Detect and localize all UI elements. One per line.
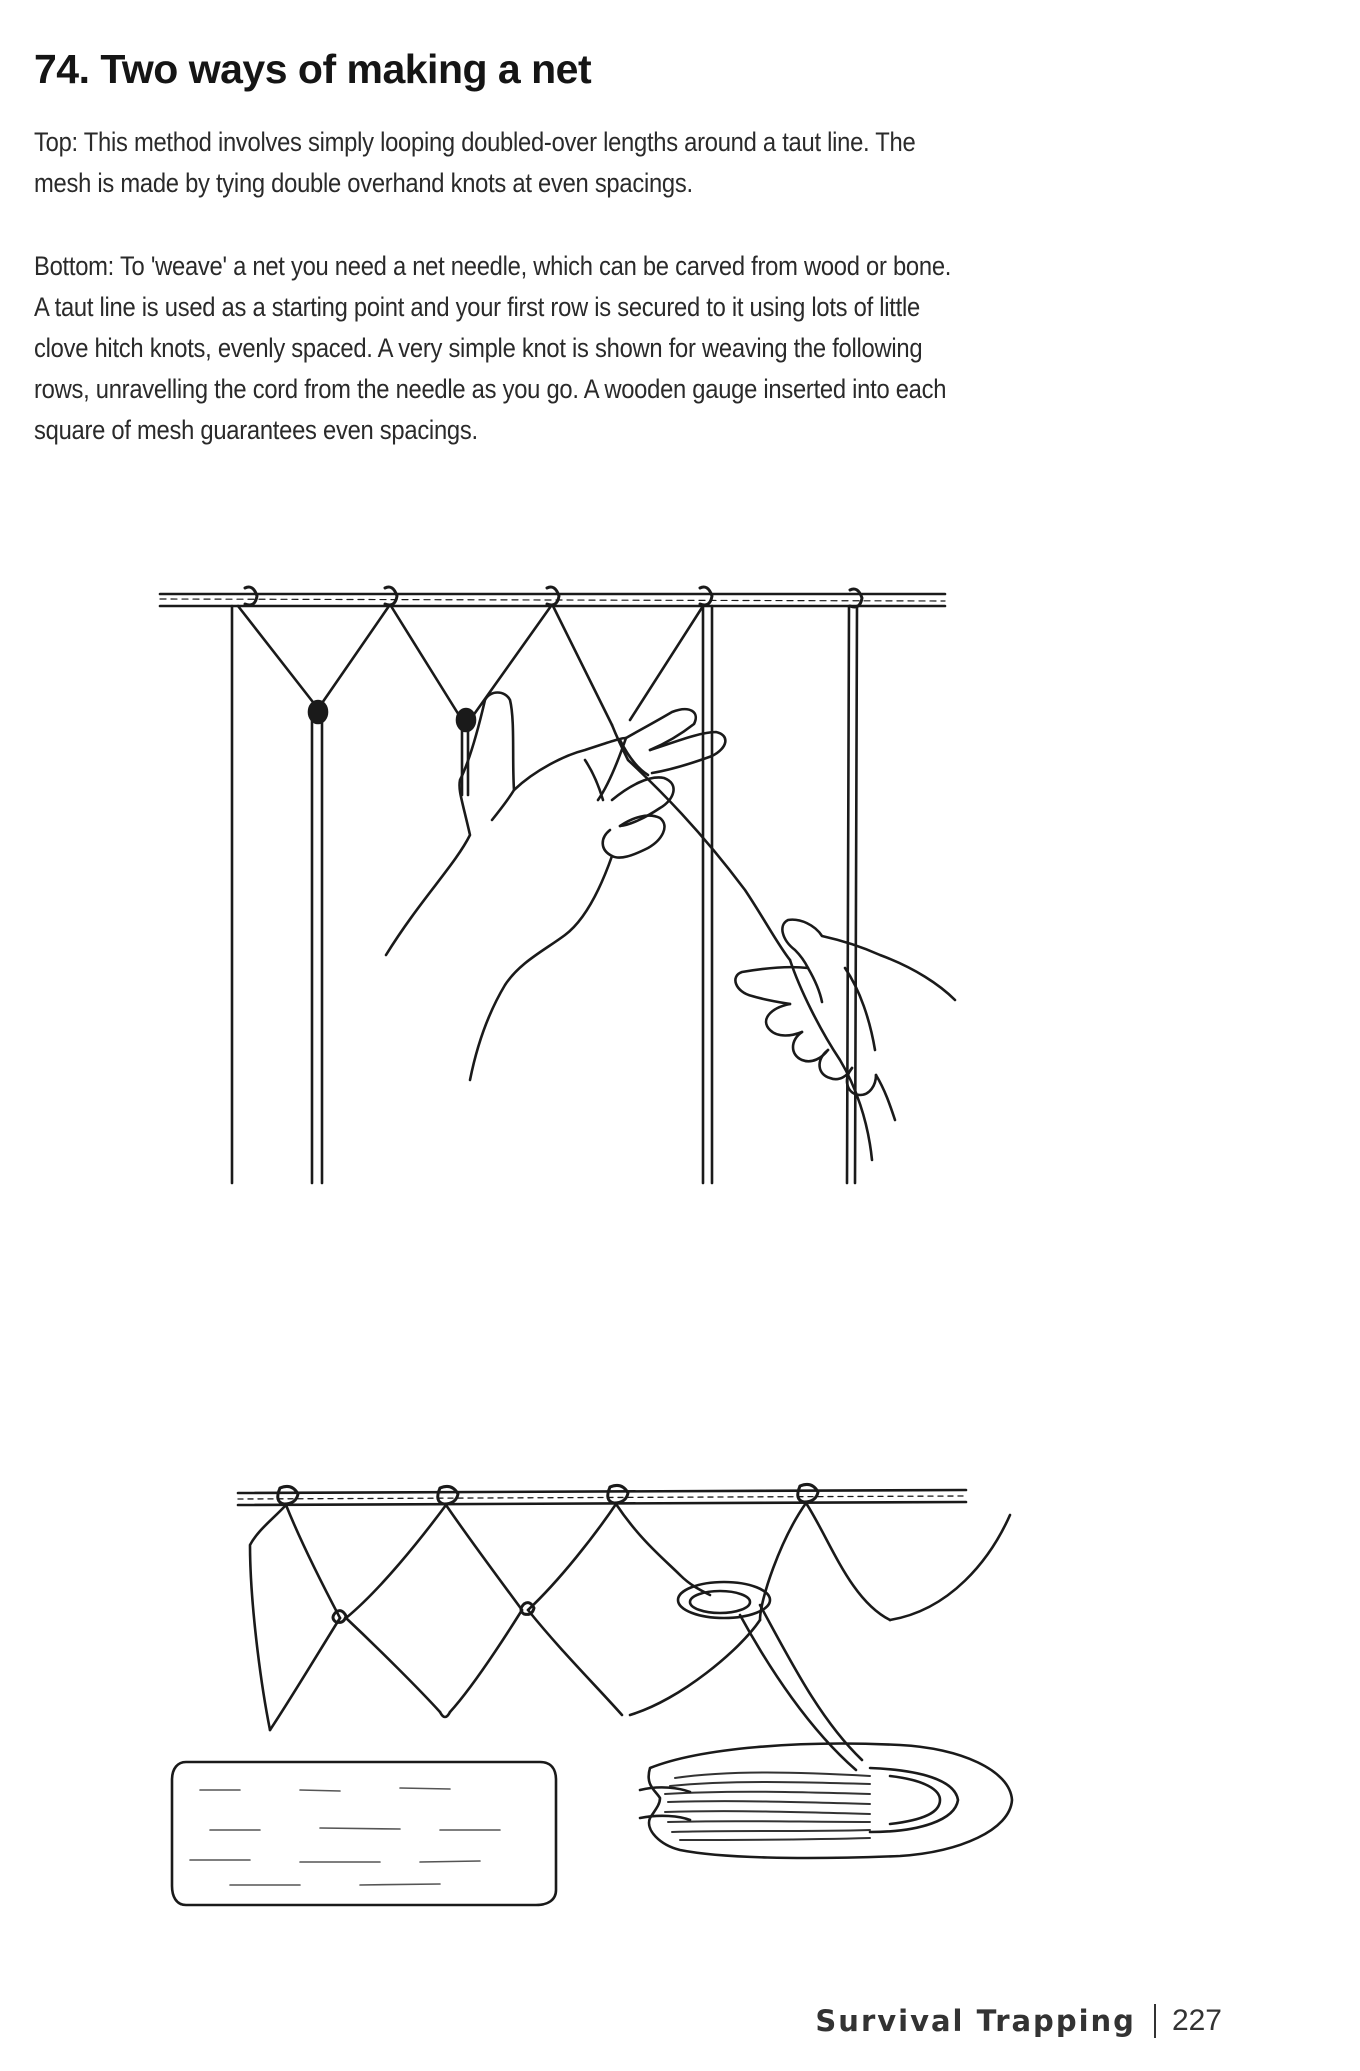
- paragraph-top-text: This method involves simply looping doubled-over lengths around a taut line. The mesh is made by tying double overhand knots at even spacings.: [34, 127, 916, 198]
- top-net-illustration: [160, 587, 955, 1183]
- page-footer: [815, 2004, 1222, 2038]
- net-needle: [640, 1744, 1012, 1858]
- bottom-clove-hitch-knots: [278, 1484, 818, 1504]
- footer-page-number: 227: [1171, 2004, 1222, 2037]
- wooden-gauge: [172, 1762, 556, 1905]
- paragraph-bottom-text: To 'weave' a net you need a net needle, which can be carved from wood or bone. A taut line is used as a starting point and your first row is secured to it using lots of little clove hitch knots, evenly spaced. A very simple knot is shown for weaving the following rows, unravelling the cord from the needle as you go. A wooden gauge inserted into each square of mesh guarantees even spacings.: [34, 251, 952, 445]
- section-title: 74. Two ways of making a net: [34, 46, 592, 92]
- top-v-loops: [238, 606, 703, 725]
- paragraph-top-label: Top:: [34, 127, 78, 157]
- bottom-taut-line: [238, 1490, 966, 1505]
- top-hanging-strands: [232, 606, 857, 1183]
- right-hand-drawing: [735, 920, 955, 1160]
- paragraph-bottom-label: Bottom:: [34, 251, 115, 281]
- left-hand-drawing: [386, 693, 725, 1081]
- top-rope-knots: [245, 587, 862, 607]
- footer-separator: [1154, 2004, 1156, 2038]
- bottom-mesh-diamonds: [250, 1503, 1010, 1730]
- bottom-mesh-knots: [333, 1603, 534, 1623]
- footer-book-title: Survival Trapping: [815, 2004, 1136, 2038]
- bottom-net-illustration: [172, 1484, 1012, 1905]
- top-overhand-knots: [309, 701, 475, 731]
